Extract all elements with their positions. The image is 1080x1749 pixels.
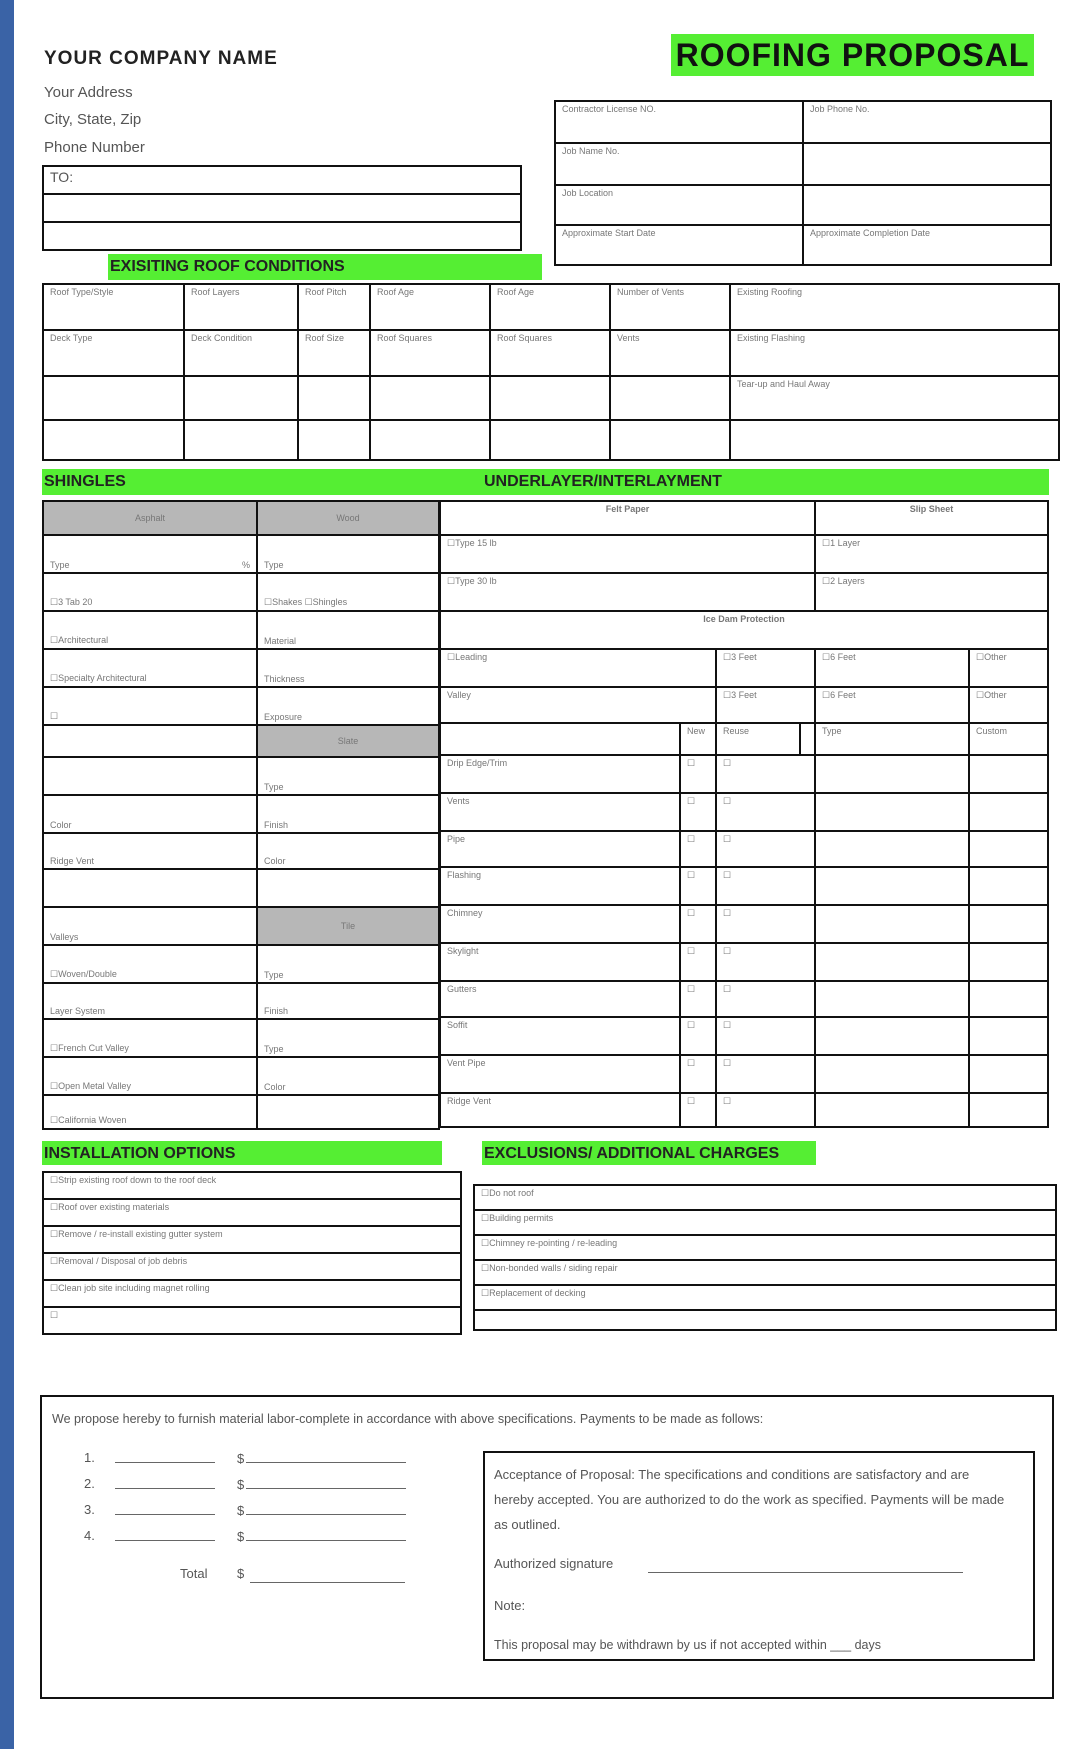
asphalt-header: Asphalt [43,501,257,535]
component-row: Vent Pipe [440,1055,680,1093]
page-title: ROOFING PROPOSAL [671,34,1034,76]
authorized-label: Authorized signature [494,1556,614,1571]
installation-item[interactable]: ☐Strip existing roof down to the roof deck [43,1172,461,1199]
asphalt-color[interactable]: Color [43,795,257,833]
tile-type[interactable]: Type [257,945,439,983]
layer2-checkbox[interactable]: ☐2 Layers [815,573,1048,611]
wood-type[interactable]: Type [257,535,439,573]
exclusion-item[interactable]: ☐Replacement of decking [474,1285,1056,1310]
propose-text: We propose hereby to furnish material labor-complete in accordance with above specifications. Payments to be made as follows: [52,1412,764,1426]
tile-style[interactable]: Type [257,1019,439,1057]
col-new: New [680,723,716,755]
payment-lines[interactable]: $ $ $ $ [115,1450,406,1554]
ice-dam-header: Ice Dam Protection [440,611,1048,649]
slate-header: Slate [257,725,439,757]
existing-cell[interactable]: Deck Type [43,330,184,376]
exclusions-heading: EXCLUSIONS/ ADDITIONAL CHARGES [482,1141,816,1165]
total-dollar: $ [237,1566,245,1581]
existing-cell[interactable]: Roof Type/Style [43,284,184,330]
tab3-checkbox[interactable]: ☐3 Tab 20 [43,573,257,611]
layer1-checkbox[interactable]: ☐1 Layer [815,535,1048,573]
existing-roof-heading: EXISITING ROOF CONDITIONS [108,254,542,280]
existing-roof-table[interactable] [42,283,1060,461]
eaves-checkbox[interactable]: ☐Leading [440,649,716,687]
tile-header: Tile [257,907,439,945]
payment-num: 2. [84,1476,95,1491]
exclusion-item[interactable]: ☐Building permits [474,1210,1056,1235]
installation-item[interactable]: ☐Removal / Disposal of job debris [43,1253,461,1280]
job-phone[interactable]: Job Phone No. [803,101,1051,143]
existing-cell[interactable]: Deck Condition [184,330,298,376]
existing-right-cell[interactable]: Existing Flashing [730,330,1059,376]
valley-other[interactable]: ☐Other [969,687,1048,723]
payment-num: 3. [84,1502,95,1517]
tile-finish[interactable]: Finish [257,983,439,1019]
wood-header: Wood [257,501,439,535]
component-row: Flashing [440,867,680,905]
valley-6ft[interactable]: ☐6 Feet [815,687,969,723]
existing-cell[interactable]: Roof Size [298,330,370,376]
existing-right-cell[interactable]: Tear-up and Haul Away [730,376,1059,420]
existing-cell[interactable]: Roof Age [490,284,610,330]
valley-label[interactable]: Valley [440,687,716,723]
existing-right-cell[interactable]: Existing Roofing [730,284,1059,330]
underlayment-table[interactable]: Felt Paper Slip Sheet ☐Type 15 lb ☐1 Layer ☐Type 30 lb ☐2 Layers Ice Dam Protection ☐Leading ☐3 Feet ☐6 Feet ☐Other Valley ☐3 Feet ☐6 Feet ☐Other New Reuse Type Custom Drip Edge/Trim ☐ ☐ Vents ☐ ☐ Pipe ☐ ☐ Flashing ☐ ☐ Chimney ☐ ☐ Skylight ☐ ☐ Gutters ☐ ☐ Soffit ☐ ☐ Vent Pipe ☐ ☐ Ridge Vent ☐ ☐ [439,500,1049,1128]
payment-num: 4. [84,1528,95,1543]
existing-cell[interactable]: Roof Age [370,284,490,330]
exclusions-table[interactable] [473,1184,1057,1331]
total-line[interactable] [250,1566,405,1583]
to-line-3[interactable] [43,222,521,250]
job-location[interactable]: Job Location [555,185,803,225]
type15-checkbox[interactable]: ☐Type 15 lb [440,535,815,573]
slate-type[interactable]: Type [257,757,439,795]
exclusion-item[interactable]: ☐Chimney re-pointing / re-leading [474,1235,1056,1260]
felt-paper-header: Felt Paper [440,501,815,535]
open-metal-checkbox[interactable]: ☐Open Metal Valley [43,1057,257,1095]
existing-cell[interactable]: Roof Squares [370,330,490,376]
exclusion-item[interactable]: ☐Do not roof [474,1185,1056,1210]
woven-checkbox[interactable]: ☐Woven/Double [43,945,257,983]
company-address: Your Address [44,84,133,101]
to-label: TO: [43,166,521,194]
existing-cell[interactable]: Vents [610,330,730,376]
wood-exposure[interactable]: Exposure [257,687,439,725]
document-page-edge [0,0,14,1749]
company-phone: Phone Number [44,139,145,156]
col-reuse: Reuse [716,723,800,755]
valley-3ft[interactable]: ☐3 Feet [716,687,815,723]
type30-checkbox[interactable]: ☐Type 30 lb [440,573,815,611]
component-row: Skylight [440,943,680,981]
eaves-other[interactable]: ☐Other [969,649,1048,687]
ridge-vent[interactable]: Ridge Vent [43,833,257,869]
col-custom: Custom [969,723,1048,755]
asphalt-type[interactable]: Type [50,560,70,570]
job-info-table[interactable] [554,100,1052,266]
eaves-6ft[interactable]: ☐6 Feet [815,649,969,687]
installation-item[interactable]: ☐Roof over existing materials [43,1199,461,1226]
eaves-3ft[interactable]: ☐3 Feet [716,649,815,687]
component-row: Ridge Vent [440,1093,680,1127]
withdrawn-text: This proposal may be withdrawn by us if not accepted within ___ days [494,1638,882,1652]
installation-heading: INSTALLATION OPTIONS [42,1141,442,1165]
valleys-label: Valleys [43,907,257,945]
other-checkbox[interactable]: ☐ [43,687,257,725]
french-cut-checkbox[interactable]: ☐French Cut Valley [43,1019,257,1057]
acceptance-text: Acceptance of Proposal: The specifications and conditions are satisfactory and are hereby accepted. You are authorized to do the work as specified. Payments will be made as outlined. [494,1467,1005,1532]
slip-sheet-header: Slip Sheet [815,501,1048,535]
company-city: City, State, Zip [44,111,142,128]
completion-date[interactable]: Approximate Completion Date [803,225,1051,265]
existing-cell[interactable]: Roof Layers [184,284,298,330]
installation-table[interactable] [42,1171,462,1335]
installation-item[interactable]: ☐ [43,1307,461,1334]
california-checkbox[interactable]: ☐California Woven [43,1095,257,1129]
component-row: Chimney [440,905,680,943]
to-line-2[interactable] [43,194,521,222]
shingles-table[interactable] [42,500,440,1130]
to-address-box[interactable] [42,165,522,251]
slate-color[interactable]: Color [257,833,439,869]
col-type: Type [815,723,969,755]
existing-cell[interactable]: Roof Pitch [298,284,370,330]
signature-line[interactable] [648,1556,963,1573]
shingles-heading: SHINGLES [44,473,126,490]
shingles-section-bar [42,469,1049,495]
existing-cell[interactable]: Roof Squares [490,330,610,376]
wood-material[interactable]: Material [257,611,439,649]
underlayment-heading: UNDERLAYER/INTERLAYMENT [484,473,722,490]
start-date[interactable]: Approximate Start Date [555,225,803,265]
company-name: YOUR COMPANY NAME [44,48,278,69]
exclusion-item[interactable]: ☐Non-bonded walls / siding repair [474,1260,1056,1285]
wood-thickness[interactable]: Thickness [257,649,439,687]
existing-cell[interactable]: Number of Vents [610,284,730,330]
shakes-checkbox[interactable]: ☐Shakes ☐Shingles [257,573,439,611]
installation-item[interactable]: ☐Remove / re-install existing gutter system [43,1226,461,1253]
component-row: Pipe [440,831,680,867]
asphalt-pct: % [241,560,250,570]
component-row: Drip Edge/Trim [440,755,680,793]
total-label: Total [180,1566,208,1581]
architectural-checkbox[interactable]: ☐Architectural [43,611,257,649]
payment-num: 1. [84,1450,95,1465]
component-row: Vents [440,793,680,831]
job-name[interactable]: Job Name No. [555,143,803,185]
note-label: Note: [494,1598,526,1613]
component-row: Gutters [440,981,680,1017]
layer-system[interactable]: Layer System [43,983,257,1019]
tile-color[interactable]: Color [257,1057,439,1095]
contractor-license[interactable]: Contractor License NO. [555,101,803,143]
specialty-checkbox[interactable]: ☐Specialty Architectural [43,649,257,687]
component-row: Soffit [440,1017,680,1055]
installation-item[interactable]: ☐Clean job site including magnet rolling [43,1280,461,1307]
slate-finish[interactable]: Finish [257,795,439,833]
